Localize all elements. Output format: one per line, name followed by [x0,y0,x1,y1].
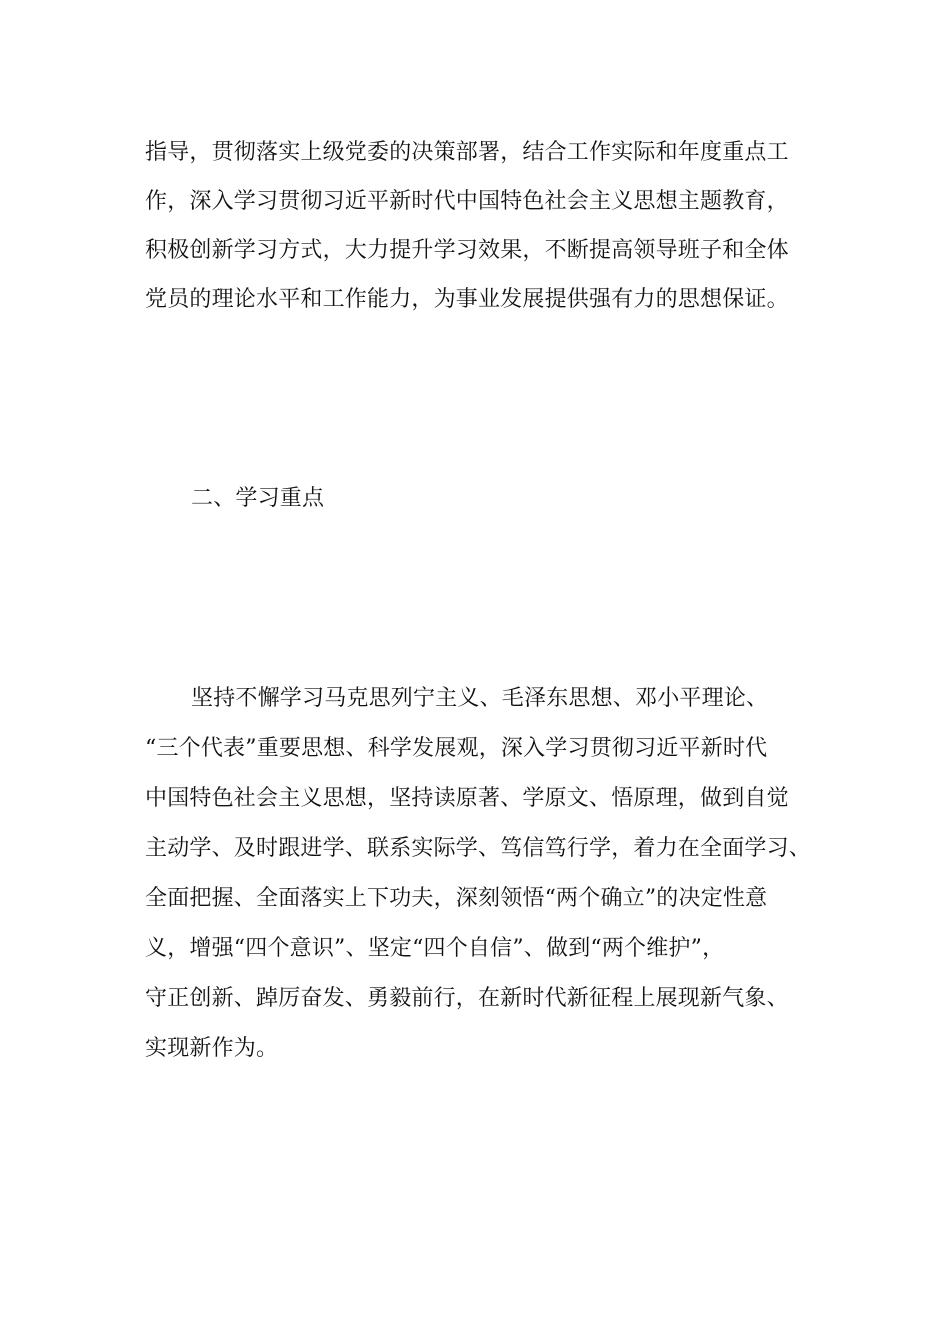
paragraph-2-line-5: 全面把握、全面落实上下功夫，深刻领悟“两个确立”的决定性意 [145,886,768,911]
paragraph-1-line-2: 作，深入学习贯彻习近平新时代中国特色社会主义思想主题教育， [145,189,789,214]
section-heading: 二、学习重点 [191,486,325,511]
paragraph-2-line-2: “三个代表”重要思想、科学发展观，深入学习贯彻习近平新时代 [145,736,768,761]
paragraph-2-line-6: 义，增强“四个意识”、坚定“四个自信”、做到“两个维护”， [145,936,725,961]
paragraph-2-line-4: 主动学、及时跟进学、联系实际学、笃信笃行学，着力在全面学习、 [145,836,812,861]
paragraph-2-line-3: 中国特色社会主义思想，坚持读原著、学原文、悟原理，做到自觉 [145,786,789,811]
paragraph-1-line-1: 指导，贯彻落实上级党委的决策部署，结合工作实际和年度重点工 [145,140,789,165]
paragraph-1-line-4: 党员的理论水平和工作能力，为事业发展提供强有力的思想保证。 [145,287,789,312]
paragraph-2-line-7: 守正创新、踔厉奋发、勇毅前行，在新时代新征程上展现新气象、 [145,986,789,1011]
paragraph-2-line-8: 实现新作为。 [145,1036,279,1061]
paragraph-2-line-1: 坚持不懈学习马克思列宁主义、毛泽东思想、邓小平理论、 [191,686,769,711]
paragraph-1-line-3: 积极创新学习方式，大力提升学习效果，不断提高领导班子和全体 [145,238,789,263]
